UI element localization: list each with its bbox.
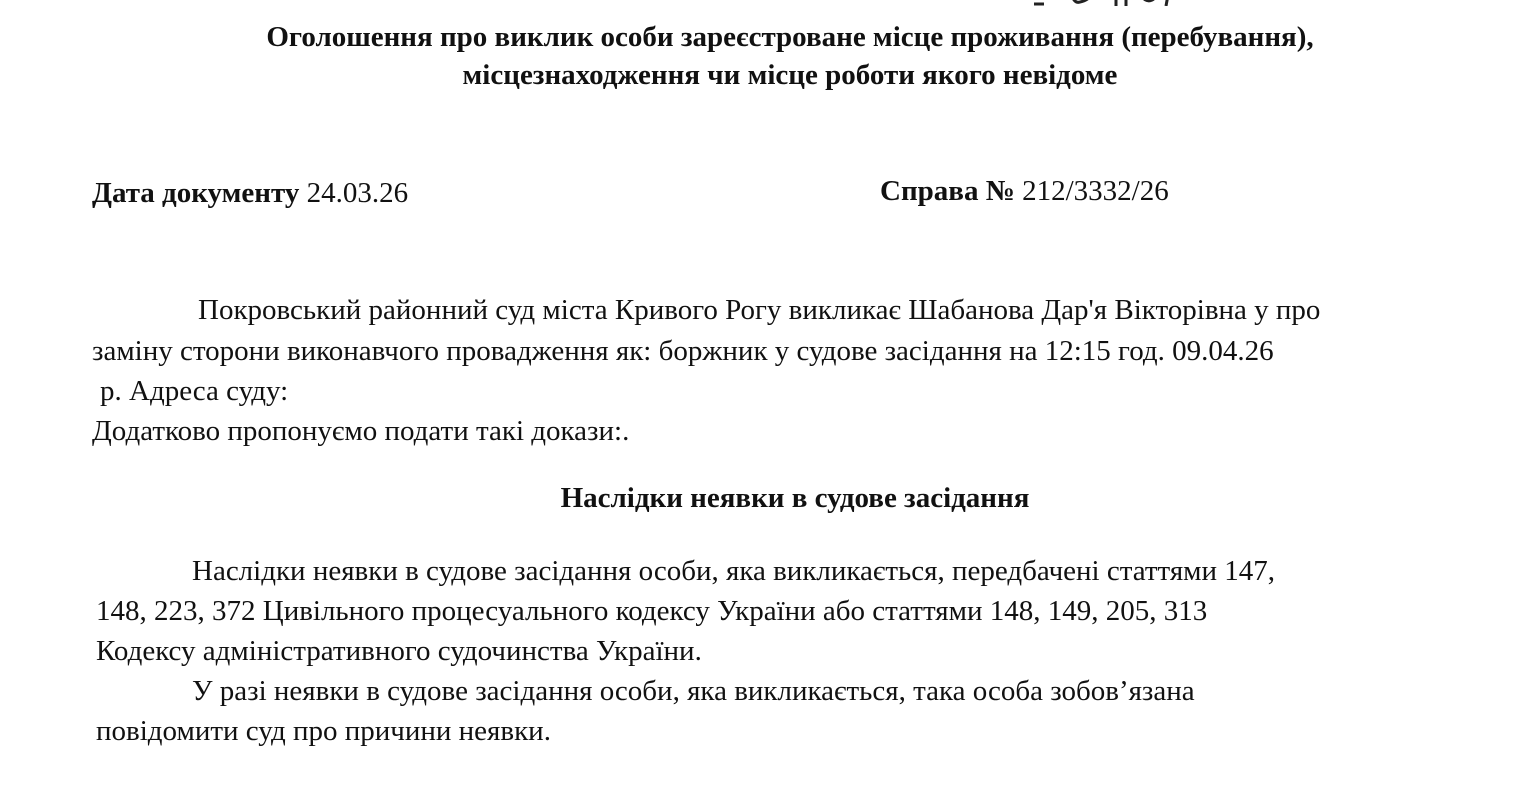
case-number-label: Справа № [880, 175, 1015, 207]
document-date [92, 176, 408, 210]
notice-title-line-1: Оголошення про виклик особи зареєстроване місце проживання (перебування), [266, 21, 1314, 53]
consequences-p2-line-1: У разі неявки в судове засідання особи, яка викликається, така особа зобов’язана [192, 675, 1195, 707]
case-number [880, 174, 1169, 208]
handwritten-mark [1030, 0, 1230, 6]
document-date-label: Дата документу [92, 177, 300, 209]
notice-title [0, 18, 1529, 94]
consequences-p1-line-1: Наслідки неявки в судове засідання особи, яка викликається, передбачені статтями 147, [192, 555, 1276, 587]
consequences-p1-line-3: Кодексу адміністративного судочинства України. [96, 635, 702, 667]
summons-line-4: Додатково пропонуємо подати такі докази:. [92, 415, 630, 447]
summons-line-1: Покровський районний суд міста Кривого Рогу викликає Шабанова Дар'я Вікторівна у про [198, 294, 1321, 326]
case-number-value: 212/3332/26 [1022, 175, 1169, 207]
summons-line-3: р. Адреса суду: [100, 375, 289, 407]
document-date-value: 24.03.26 [306, 177, 409, 209]
consequences-p1-line-2: 148, 223, 372 Цивільного процесуального кодексу України або статтями 148, 149, 205, 313 [96, 595, 1208, 627]
consequences-heading: Наслідки неявки в судове засідання [560, 482, 1030, 514]
notice-title-line-2: місцезнаходження чи місце роботи якого невідоме [462, 59, 1118, 91]
summons-line-2: заміну сторони виконавчого провадження як: боржник у судове засідання на 12:15 год. 09.04.26 [92, 335, 1274, 367]
consequences-p2-line-2: повідомити суд про причини неявки. [96, 715, 551, 747]
